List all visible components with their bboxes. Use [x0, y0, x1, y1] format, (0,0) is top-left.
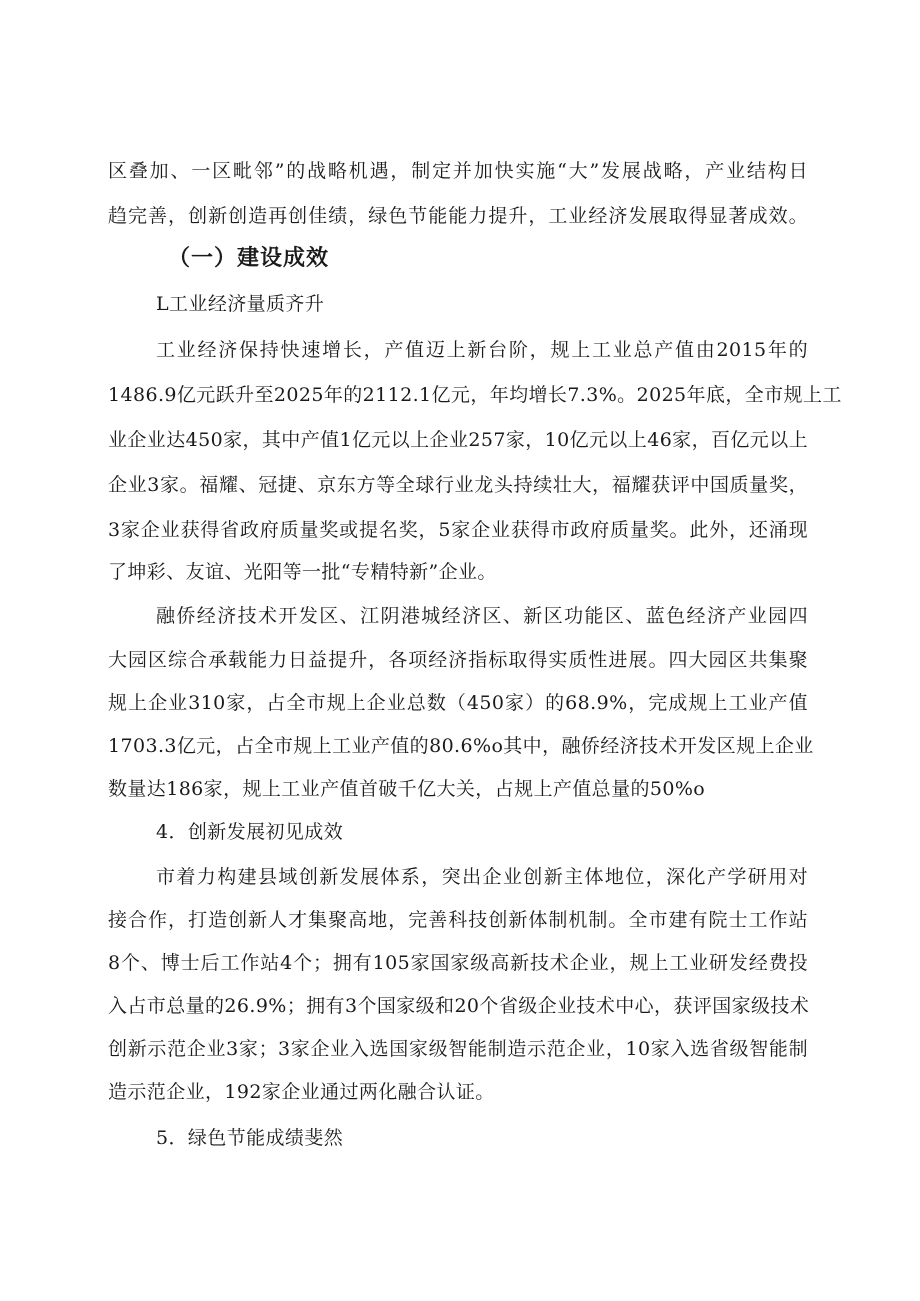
- item1-para2-line-3: 规上企业310家，占全市规上企业总数（450家）的68.9%，完成规上工业产值: [108, 692, 808, 714]
- item4-para-line-1: 市着力构建县域创新发展体系，突出企业创新主体地位，深化产学研用对: [156, 866, 808, 888]
- section-heading: （一）建设成效: [168, 246, 330, 271]
- item1-title: L工业经济量质齐升: [156, 293, 325, 315]
- item1-para1-line-3: 业企业达450家，其中产值1亿元以上企业257家，10亿元以上46家，百亿元以上: [108, 429, 808, 451]
- item1-para2-line-1: 融侨经济技术开发区、江阴港城经济区、新区功能区、蓝色经济产业园四: [156, 605, 808, 627]
- item4-para-line-5: 创新示范企业3家；3家企业入选国家级智能制造示范企业，10家入选省级智能制: [108, 1038, 808, 1060]
- item1-para1-line-5: 3家企业获得省政府质量奖或提名奖，5家企业获得市政府质量奖。此外，还涌现: [108, 519, 808, 541]
- item5-title: 5．绿色节能成绩斐然: [156, 1127, 344, 1149]
- item1-para1-line-6: 了坤彩、友谊、光阳等一批“专精特新”企业。: [108, 561, 497, 583]
- item4-para-line-6: 造示范企业，192家企业通过两化融合认证。: [108, 1081, 495, 1103]
- item1-para1-line-2: 1486.9亿元跃升至2025年的2112.1亿元，年均增长7.3%。2025年底，全市规上工: [108, 384, 842, 406]
- intro-line-2: 趋完善，创新创造再创佳绩，绿色节能能力提升，工业经济发展取得显著成效。: [108, 205, 808, 227]
- item4-title: 4．创新发展初见成效: [156, 821, 344, 843]
- item1-para1-line-4: 企业3家。福耀、冠捷、京东方等全球行业龙头持续壮大，福耀获评中国质量奖，: [108, 474, 808, 496]
- item4-para-line-4: 入占市总量的26.9%；拥有3个国家级和20个省级企业技术中心，获评国家级技术: [108, 995, 810, 1017]
- item1-para2-line-2: 大园区综合承载能力日益提升，各项经济指标取得实质性进展。四大园区共集聚: [108, 649, 808, 671]
- item1-para2-line-5: 数量达186家，规上工业产值首破千亿大关，占规上产值总量的50%o: [108, 778, 706, 800]
- item1-para2-line-4: 1703.3亿元，占全市规上工业产值的80.6%o其中，融侨经济技术开发区规上企业: [108, 735, 814, 757]
- item4-para-line-2: 接合作，打造创新人才集聚高地，完善科技创新体制机制。全市建有院士工作站: [108, 909, 808, 931]
- item1-para1-line-1: 工业经济保持快速增长，产值迈上新台阶，规上工业总产值由2015年的: [156, 339, 808, 361]
- item4-para-line-3: 8个、博士后工作站4个；拥有105家国家级高新技术企业，规上工业研发经费投: [108, 952, 808, 974]
- intro-line-1: 区叠加、一区毗邻”的战略机遇，制定并加快实施“大”发展战略，产业结构日: [108, 160, 808, 182]
